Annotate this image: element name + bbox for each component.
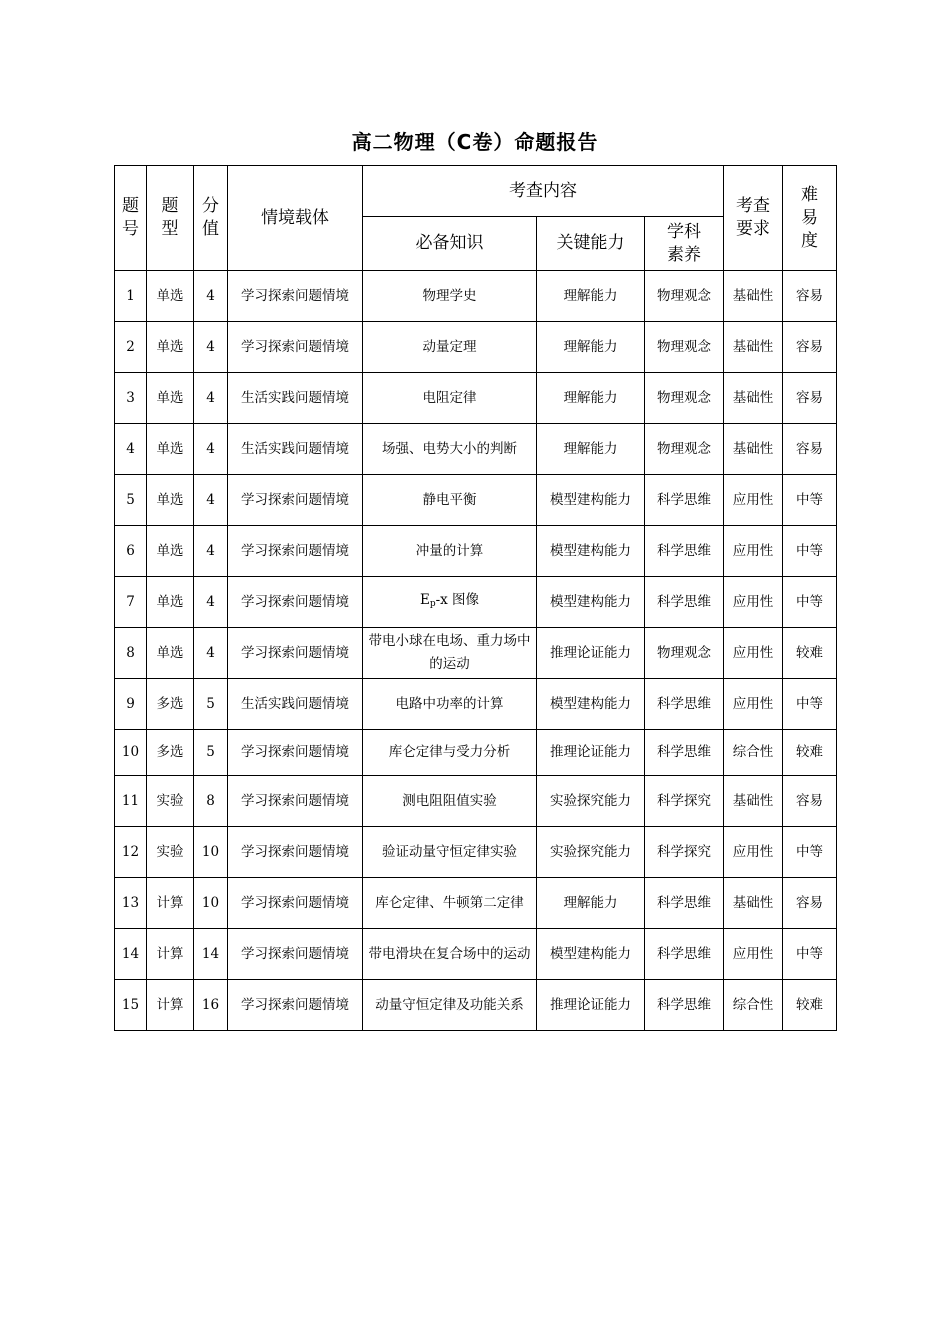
cell-score: 4 bbox=[194, 373, 228, 424]
cell-type: 单选 bbox=[147, 322, 194, 373]
cell-no: 8 bbox=[115, 628, 147, 679]
cell-requirement: 应用性 bbox=[724, 526, 783, 577]
cell-context: 学习探索问题情境 bbox=[228, 827, 363, 878]
cell-difficulty: 中等 bbox=[783, 526, 837, 577]
cell-context: 学习探索问题情境 bbox=[228, 475, 363, 526]
cell-requirement: 基础性 bbox=[724, 271, 783, 322]
cell-type: 单选 bbox=[147, 475, 194, 526]
cell-literacy: 物理观念 bbox=[645, 373, 724, 424]
table-row bbox=[115, 373, 837, 424]
cell-type: 实验 bbox=[147, 776, 194, 827]
cell-knowledge: 冲量的计算 bbox=[363, 526, 537, 577]
table-row bbox=[115, 827, 837, 878]
cell-literacy: 科学思维 bbox=[645, 679, 724, 730]
cell-score: 4 bbox=[194, 271, 228, 322]
cell-context: 学习探索问题情境 bbox=[228, 271, 363, 322]
cell-knowledge: $E_p-x$ 图像 bbox=[363, 577, 537, 628]
cell-literacy: 物理观念 bbox=[645, 628, 724, 679]
cell-requirement: 基础性 bbox=[724, 424, 783, 475]
cell-requirement: 综合性 bbox=[724, 730, 783, 776]
cell-score: 16 bbox=[194, 980, 228, 1031]
cell-knowledge: 库仑定律与受力分析 bbox=[363, 730, 537, 776]
cell-literacy: 科学思维 bbox=[645, 577, 724, 628]
cell-no: 1 bbox=[115, 271, 147, 322]
cell-ability: 模型建构能力 bbox=[537, 475, 645, 526]
cell-context: 生活实践问题情境 bbox=[228, 424, 363, 475]
cell-score: 4 bbox=[194, 577, 228, 628]
cell-literacy: 科学探究 bbox=[645, 827, 724, 878]
cell-literacy: 科学思维 bbox=[645, 526, 724, 577]
cell-difficulty: 较难 bbox=[783, 980, 837, 1031]
cell-score: 4 bbox=[194, 475, 228, 526]
table-row bbox=[115, 878, 837, 929]
cell-literacy: 物理观念 bbox=[645, 271, 724, 322]
cell-score: 14 bbox=[194, 929, 228, 980]
cell-difficulty: 容易 bbox=[783, 776, 837, 827]
cell-knowledge: 电阻定律 bbox=[363, 373, 537, 424]
cell-no: 14 bbox=[115, 929, 147, 980]
header-score: 分值 bbox=[194, 166, 228, 271]
cell-context: 生活实践问题情境 bbox=[228, 679, 363, 730]
cell-literacy: 科学思维 bbox=[645, 878, 724, 929]
cell-knowledge: 验证动量守恒定律实验 bbox=[363, 827, 537, 878]
cell-difficulty: 较难 bbox=[783, 628, 837, 679]
cell-requirement: 基础性 bbox=[724, 878, 783, 929]
header-literacy: 学科 素养 bbox=[645, 217, 724, 271]
cell-score: 5 bbox=[194, 679, 228, 730]
cell-difficulty: 较难 bbox=[783, 730, 837, 776]
table-body bbox=[115, 271, 837, 1031]
cell-ability: 模型建构能力 bbox=[537, 679, 645, 730]
table-header bbox=[115, 166, 837, 271]
cell-difficulty: 容易 bbox=[783, 878, 837, 929]
table-row bbox=[115, 679, 837, 730]
table-row bbox=[115, 628, 837, 679]
header-requirement: 考查 要求 bbox=[724, 166, 783, 271]
cell-literacy: 科学探究 bbox=[645, 776, 724, 827]
cell-ability: 理解能力 bbox=[537, 271, 645, 322]
cell-type: 计算 bbox=[147, 878, 194, 929]
cell-context: 学习探索问题情境 bbox=[228, 730, 363, 776]
cell-ability: 理解能力 bbox=[537, 878, 645, 929]
table-row bbox=[115, 475, 837, 526]
cell-type: 单选 bbox=[147, 526, 194, 577]
cell-ability: 理解能力 bbox=[537, 322, 645, 373]
cell-context: 学习探索问题情境 bbox=[228, 980, 363, 1031]
cell-knowledge: 动量定理 bbox=[363, 322, 537, 373]
cell-ability: 理解能力 bbox=[537, 424, 645, 475]
cell-no: 12 bbox=[115, 827, 147, 878]
cell-no: 7 bbox=[115, 577, 147, 628]
cell-score: 8 bbox=[194, 776, 228, 827]
table-row bbox=[115, 776, 837, 827]
cell-score: 4 bbox=[194, 322, 228, 373]
cell-difficulty: 中等 bbox=[783, 679, 837, 730]
header-content: 考查内容 bbox=[363, 166, 724, 217]
report-table bbox=[114, 165, 837, 1031]
cell-difficulty: 容易 bbox=[783, 424, 837, 475]
cell-ability: 模型建构能力 bbox=[537, 577, 645, 628]
cell-knowledge: 静电平衡 bbox=[363, 475, 537, 526]
page-title: 高二物理（C卷）命题报告 bbox=[351, 130, 599, 154]
cell-no: 11 bbox=[115, 776, 147, 827]
cell-difficulty: 容易 bbox=[783, 373, 837, 424]
cell-type: 单选 bbox=[147, 424, 194, 475]
cell-no: 4 bbox=[115, 424, 147, 475]
cell-knowledge: 物理学史 bbox=[363, 271, 537, 322]
cell-difficulty: 中等 bbox=[783, 827, 837, 878]
cell-difficulty: 中等 bbox=[783, 929, 837, 980]
cell-ability: 推理论证能力 bbox=[537, 730, 645, 776]
cell-requirement: 基础性 bbox=[724, 373, 783, 424]
cell-ability: 实验探究能力 bbox=[537, 776, 645, 827]
cell-ability: 推理论证能力 bbox=[537, 980, 645, 1031]
cell-context: 生活实践问题情境 bbox=[228, 373, 363, 424]
cell-knowledge: 测电阻阻值实验 bbox=[363, 776, 537, 827]
cell-ability: 模型建构能力 bbox=[537, 526, 645, 577]
table-row bbox=[115, 526, 837, 577]
table-row bbox=[115, 980, 837, 1031]
cell-requirement: 应用性 bbox=[724, 577, 783, 628]
cell-requirement: 综合性 bbox=[724, 980, 783, 1031]
cell-context: 学习探索问题情境 bbox=[228, 628, 363, 679]
cell-difficulty: 容易 bbox=[783, 322, 837, 373]
cell-knowledge: 场强、电势大小的判断 bbox=[363, 424, 537, 475]
cell-score: 10 bbox=[194, 878, 228, 929]
cell-type: 单选 bbox=[147, 271, 194, 322]
cell-no: 9 bbox=[115, 679, 147, 730]
cell-difficulty: 容易 bbox=[783, 271, 837, 322]
cell-context: 学习探索问题情境 bbox=[228, 929, 363, 980]
cell-literacy: 科学思维 bbox=[645, 475, 724, 526]
cell-context: 学习探索问题情境 bbox=[228, 577, 363, 628]
cell-type: 单选 bbox=[147, 373, 194, 424]
cell-score: 10 bbox=[194, 827, 228, 878]
header-no: 题号 bbox=[115, 166, 147, 271]
cell-ability: 理解能力 bbox=[537, 373, 645, 424]
cell-requirement: 应用性 bbox=[724, 679, 783, 730]
cell-knowledge: 带电小球在电场、重力场中的运动 bbox=[363, 628, 537, 679]
cell-context: 学习探索问题情境 bbox=[228, 776, 363, 827]
cell-literacy: 物理观念 bbox=[645, 322, 724, 373]
table-row bbox=[115, 577, 837, 628]
cell-requirement: 应用性 bbox=[724, 827, 783, 878]
cell-requirement: 应用性 bbox=[724, 929, 783, 980]
cell-no: 2 bbox=[115, 322, 147, 373]
cell-literacy: 科学思维 bbox=[645, 929, 724, 980]
cell-requirement: 应用性 bbox=[724, 475, 783, 526]
cell-difficulty: 中等 bbox=[783, 475, 837, 526]
cell-context: 学习探索问题情境 bbox=[228, 322, 363, 373]
cell-requirement: 基础性 bbox=[724, 776, 783, 827]
cell-type: 计算 bbox=[147, 980, 194, 1031]
cell-knowledge: 电路中功率的计算 bbox=[363, 679, 537, 730]
cell-score: 4 bbox=[194, 424, 228, 475]
cell-knowledge: 带电滑块在复合场中的运动 bbox=[363, 929, 537, 980]
cell-context: 学习探索问题情境 bbox=[228, 878, 363, 929]
cell-no: 15 bbox=[115, 980, 147, 1031]
cell-requirement: 应用性 bbox=[724, 628, 783, 679]
cell-no: 6 bbox=[115, 526, 147, 577]
header-context: 情境载体 bbox=[228, 166, 363, 271]
header-knowledge: 必备知识 bbox=[363, 217, 537, 271]
cell-no: 3 bbox=[115, 373, 147, 424]
cell-ability: 推理论证能力 bbox=[537, 628, 645, 679]
cell-ability: 模型建构能力 bbox=[537, 929, 645, 980]
cell-score: 4 bbox=[194, 526, 228, 577]
cell-type: 多选 bbox=[147, 679, 194, 730]
header-type: 题型 bbox=[147, 166, 194, 271]
cell-no: 5 bbox=[115, 475, 147, 526]
table-row bbox=[115, 424, 837, 475]
cell-type: 实验 bbox=[147, 827, 194, 878]
table-row bbox=[115, 271, 837, 322]
header-difficulty: 难易度 bbox=[783, 166, 837, 271]
cell-type: 单选 bbox=[147, 628, 194, 679]
table-row bbox=[115, 730, 837, 776]
cell-literacy: 科学思维 bbox=[645, 980, 724, 1031]
cell-no: 10 bbox=[115, 730, 147, 776]
header-ability: 关键能力 bbox=[537, 217, 645, 271]
cell-difficulty: 中等 bbox=[783, 577, 837, 628]
table-row bbox=[115, 929, 837, 980]
cell-type: 单选 bbox=[147, 577, 194, 628]
cell-context: 学习探索问题情境 bbox=[228, 526, 363, 577]
cell-no: 13 bbox=[115, 878, 147, 929]
cell-ability: 实验探究能力 bbox=[537, 827, 645, 878]
cell-score: 4 bbox=[194, 628, 228, 679]
cell-score: 5 bbox=[194, 730, 228, 776]
cell-requirement: 基础性 bbox=[724, 322, 783, 373]
cell-knowledge: 库仑定律、牛顿第二定律 bbox=[363, 878, 537, 929]
cell-type: 多选 bbox=[147, 730, 194, 776]
cell-literacy: 物理观念 bbox=[645, 424, 724, 475]
table-row bbox=[115, 322, 837, 373]
cell-type: 计算 bbox=[147, 929, 194, 980]
cell-literacy: 科学思维 bbox=[645, 730, 724, 776]
cell-knowledge: 动量守恒定律及功能关系 bbox=[363, 980, 537, 1031]
